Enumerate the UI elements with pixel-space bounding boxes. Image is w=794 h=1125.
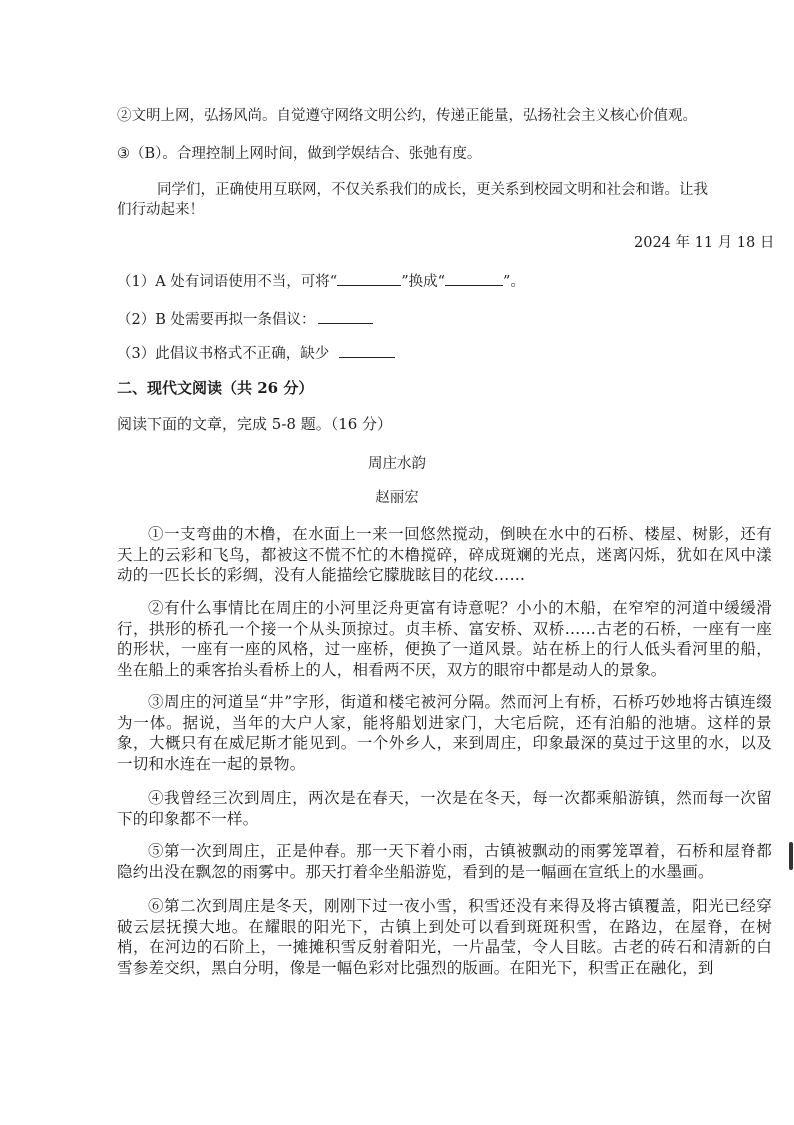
answer-blank-3[interactable] xyxy=(339,342,395,358)
article-author: 赵丽宏 xyxy=(375,490,419,506)
question-1-prefix: （1）A 处有词语使用不当，可将“ xyxy=(117,274,338,290)
article-paragraph-2: ②有什么事情比在周庄的小河里泛舟更富有诗意呢？小小的木船，在窄窄的河道中缓缓滑行，拱形的桥孔一个接一个从头顶掠过。贞丰桥、富安桥、双桥……古老的石桥，一座有一座的形状，一座有一座的风格，过一座桥，便换了一道风景。站在桥上的行人低头看河里的船，坐在船上的乘客抬头看桥上的人，相看两不厌，双方的眼帘中都是动人的景象。 xyxy=(117,599,772,679)
article-paragraph-3: ③周庄的河道呈“井”字形，街道和楼宅被河分隔。然而河上有桥，石桥巧妙地将古镇连缀为一体。据说，当年的大户人家，能将船划进家门，大宅后院，还有泊船的池塘。这样的景象，大概只有在威尼斯才能见到。一个外乡人，来到周庄，印象最深的莫过于这里的水，以及一切和水连在一起的景物。 xyxy=(117,693,772,773)
article-paragraph-5: ⑤第一次到周庄，正是仲春。那一天下着小雨，古镇被飘动的雨雾笼罩着，石桥和屋脊都隐约出没在飘忽的雨雾中。那天打着伞坐船游览，看到的是一幅画在宣纸上的水墨画。 xyxy=(117,842,772,881)
proposal-item-2: ②文明上网，弘扬风尚。自觉遵守网络文明公约，传递正能量，弘扬社会主义核心价值观。 xyxy=(117,108,697,124)
section-title: 二、现代文阅读（共 26 分） xyxy=(117,379,314,397)
reading-instruction: 阅读下面的文章，完成 5-8 题。（16 分） xyxy=(117,415,393,433)
closing-line-1: 同学们，正确使用互联网，不仅关系我们的成长，更关系到校园文明和社会和谐。让我 xyxy=(157,182,708,198)
article-paragraph-6: ⑥第二次到周庄是冬天，刚刚下过一夜小雪，积雪还没有来得及将古镇覆盖，阳光已经穿破云层抚摸大地。在耀眼的阳光下，古镇上到处可以看到斑斑积雪，在路边，在屋脊，在树梢，在河边的石阶上，一摊摊积雪反射着阳光，一片晶莹，令人目眩。古老的砖石和清新的白雪参差交织，黑白分明，像是一幅色彩对比强烈的版画。在阳光下，积雪正在融化，到 xyxy=(117,897,772,977)
question-2 xyxy=(117,308,373,330)
proposal-date: 2024 年 11 月 18 日 xyxy=(634,235,775,251)
article-paragraph-4: ④我曾经三次到周庄，两次是在春天，一次是在冬天，每一次都乘船游镇，然而每一次留下的印象都不一样。 xyxy=(117,789,772,828)
question-1-middle: ”换成“ xyxy=(401,274,446,290)
proposal-item-3: ③（B）。合理控制上网时间，做到学娱结合、张弛有度。 xyxy=(117,146,482,162)
question-3 xyxy=(117,342,395,364)
scan-edge-mark xyxy=(789,842,793,870)
question-1-suffix: ”。 xyxy=(503,274,525,290)
answer-blank-2[interactable] xyxy=(318,308,373,324)
closing-line-2: 们行动起来！ xyxy=(117,202,204,218)
article-paragraph-1: ①一支弯曲的木橹，在水面上一来一回悠然搅动，倒映在水中的石桥、楼屋、树影，还有天上的云彩和飞鸟，都被这不慌不忙的木橹搅碎，碎成斑斓的光点，迷离闪烁，犹如在风中漾动的一匹长长的彩绸，没有人能描绘它朦胧眩目的花纹…… xyxy=(117,525,772,584)
article-title: 周庄水韵 xyxy=(368,456,426,472)
answer-blank-1a[interactable] xyxy=(337,270,401,286)
answer-blank-1b[interactable] xyxy=(445,270,503,286)
question-2-text: （2）B 处需要再拟一条倡议： xyxy=(117,312,316,328)
question-3-text: （3）此倡议书格式不正确，缺少 xyxy=(117,346,330,362)
question-1 xyxy=(117,270,525,292)
